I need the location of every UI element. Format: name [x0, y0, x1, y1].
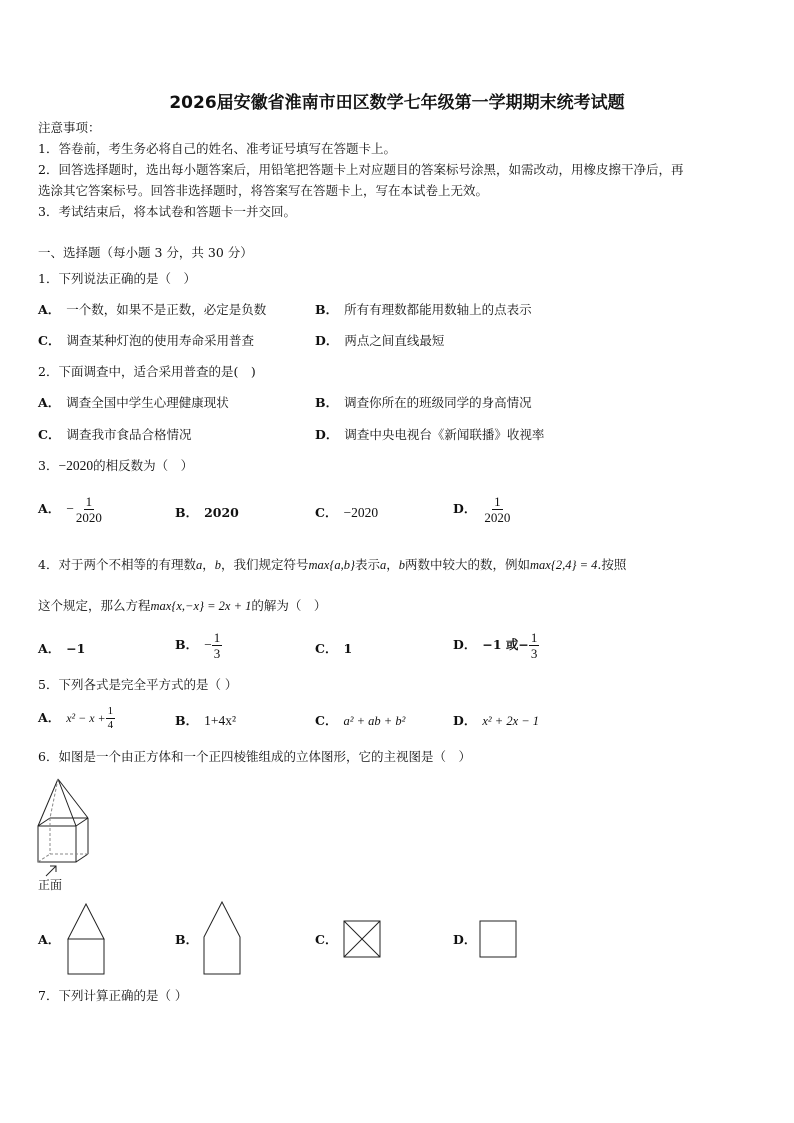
denominator: 3 — [530, 646, 538, 661]
numerator: 1 — [530, 630, 538, 645]
numerator: 1 — [85, 494, 93, 509]
numerator: 1 — [107, 705, 114, 717]
square-with-diagonals-option-c[interactable] — [343, 920, 381, 958]
q5-option-c[interactable] — [315, 713, 405, 729]
option-label: A． — [38, 641, 61, 656]
option-label: A． — [38, 710, 61, 725]
q6-stem: 6．如图是一个由正方体和一个正四棱锥组成的立体图形，它的主视图是（ ） — [38, 749, 471, 764]
option-text: 调查中央电视台《新闻联播》收视率 — [344, 427, 545, 442]
option-text: a² + ab + b² — [343, 714, 406, 728]
fraction — [212, 630, 223, 661]
option-label: D． — [315, 333, 339, 348]
option-text: 2020 — [204, 505, 239, 520]
front-arrow-icon — [44, 864, 58, 878]
option-text: 调查你所在的班级同学的身高情况 — [344, 395, 532, 410]
q1-option-b[interactable] — [315, 302, 532, 318]
q4-text: 两数中较大的数，例如 — [404, 557, 530, 572]
option-text: 1 — [343, 641, 353, 656]
option-label: B． — [175, 932, 199, 947]
denominator: 4 — [107, 719, 114, 731]
option-label: C． — [38, 333, 61, 348]
minus-sign: − — [204, 637, 212, 652]
var-b: b — [398, 558, 405, 572]
denominator: 3 — [213, 646, 221, 661]
option-label: D． — [453, 637, 477, 652]
option-label: C． — [315, 505, 338, 520]
q5-stem: 5．下列各式是完全平方式的是（ ） — [38, 677, 238, 692]
option-label: A． — [38, 932, 61, 947]
var-a: a — [195, 558, 203, 572]
option-label: B． — [315, 395, 339, 410]
q4-stem-line1 — [38, 557, 626, 573]
var-a: a — [379, 558, 387, 572]
option-label: B． — [175, 505, 199, 520]
max-example: max{2,4} = 4 — [530, 558, 598, 572]
q3-option-b[interactable] — [175, 505, 239, 521]
q1-option-d[interactable] — [315, 333, 444, 349]
q4-stem-line2 — [38, 598, 326, 614]
q2-option-d[interactable] — [315, 427, 544, 443]
q7-stem: 7．下列计算正确的是（ ） — [38, 988, 188, 1003]
option-text: −1 或− — [482, 637, 529, 652]
option-text: 1+4x² — [204, 713, 236, 728]
q4-option-d[interactable] — [453, 630, 539, 661]
option-text: x² + 2x − 1 — [482, 714, 540, 728]
option-label: A． — [38, 302, 61, 317]
option-label: C． — [315, 641, 338, 656]
q4-option-c[interactable] — [315, 641, 352, 657]
q6-option-d-label[interactable] — [453, 932, 482, 948]
notice-item-3: 3．考试结束后，将本试卷和答题卡一并交回。 — [38, 204, 296, 219]
option-text: 调查全国中学生心理健康现状 — [66, 395, 229, 410]
option-label: C． — [315, 932, 338, 947]
q4-text: 的解为（ ） — [251, 598, 327, 613]
option-text: −1 — [66, 641, 86, 656]
q6-option-c-label[interactable] — [315, 932, 343, 948]
max-ab: max{a,b} — [308, 558, 355, 572]
q2-option-a[interactable] — [38, 395, 229, 411]
option-text: x² − x + — [66, 711, 106, 725]
q4-option-a[interactable] — [38, 641, 85, 657]
option-text: 调查我市食品合格情况 — [66, 427, 192, 442]
q4-option-b[interactable] — [175, 630, 222, 661]
option-label: D． — [315, 427, 339, 442]
numerator: 1 — [494, 494, 501, 509]
numerator: 1 — [213, 630, 221, 645]
q6-option-a-label[interactable] — [38, 932, 66, 948]
option-text: 一个数，如果不是正数，必定是负数 — [66, 302, 267, 317]
option-label: D． — [453, 501, 477, 516]
section-heading: 一、选择题（每小题 3 分，共 30 分） — [38, 245, 253, 260]
q5-option-d[interactable] — [453, 713, 539, 729]
fraction — [482, 494, 512, 525]
square-option-d[interactable] — [479, 920, 517, 958]
q2-stem: 2．下面调查中，适合采用普查的是( ) — [38, 364, 256, 379]
option-text: 所有有理数都能用数轴上的点表示 — [344, 302, 532, 317]
q6-option-b-label[interactable] — [175, 932, 204, 948]
fraction — [74, 494, 104, 525]
var-b: b — [214, 558, 221, 572]
notice-item-2: 2．回答选择题时，选出每小题答案后，用铅笔把答题卡上对应题目的答案标号涂黑，如需改动，用橡皮擦干净后，再 — [38, 162, 684, 177]
pentagon-shape-option-b[interactable] — [202, 901, 242, 975]
option-label: B． — [175, 637, 199, 652]
q4-text: 这个规定，那么方程 — [38, 598, 151, 613]
notice-item-2-cont: 选涂其它答案标号。回答非选择题时，将答案写在答题卡上，写在本试卷上无效。 — [38, 183, 489, 198]
q1-option-a[interactable] — [38, 302, 266, 318]
option-label: B． — [175, 713, 199, 728]
comma: ， — [386, 557, 399, 572]
q3-option-c[interactable] — [315, 505, 378, 521]
option-label: D． — [453, 932, 477, 947]
q2-option-c[interactable] — [38, 427, 191, 443]
q3-number: 3． — [38, 458, 59, 473]
q2-option-b[interactable] — [315, 395, 532, 411]
option-label: C． — [315, 713, 338, 728]
minus-sign: − — [66, 501, 74, 516]
fraction — [106, 705, 116, 732]
option-label: B． — [315, 302, 339, 317]
denominator: 2020 — [484, 510, 511, 525]
solid-figure — [36, 776, 92, 870]
q3-option-d[interactable] — [453, 494, 512, 525]
house-shape-option-a[interactable] — [66, 903, 106, 975]
option-label: A． — [38, 501, 61, 516]
fraction — [529, 630, 540, 661]
notice-item-1: 1．答卷前，考生务必将自己的姓名、准考证号填写在答题卡上。 — [38, 141, 396, 156]
denominator: 2020 — [75, 510, 102, 525]
exam-title: 2026届安徽省淮南市田区数学七年级第一学期期末统考试题 — [169, 93, 625, 113]
q5-option-a[interactable] — [38, 705, 115, 732]
q1-option-c[interactable] — [38, 333, 254, 349]
q3-option-a[interactable] — [38, 494, 104, 525]
front-label: 正面 — [38, 878, 63, 892]
comma: ， — [202, 557, 215, 572]
q5-option-b[interactable] — [175, 713, 236, 729]
option-text: 调查某种灯泡的使用寿命采用普查 — [66, 333, 254, 348]
option-label: D． — [453, 713, 477, 728]
option-text: 两点之间直线最短 — [344, 333, 445, 348]
q4-text: 4．对于两个不相等的有理数 — [38, 557, 196, 572]
q3-stem-text: 的相反数为（ ） — [93, 458, 194, 473]
option-label: A． — [38, 395, 61, 410]
option-label: C． — [38, 427, 61, 442]
q4-text: 表示 — [354, 557, 380, 572]
q4-text: .按照 — [597, 557, 627, 572]
q1-stem: 1．下列说法正确的是（ ） — [38, 271, 196, 286]
q3-stem — [38, 458, 193, 474]
q4-text: ，我们规定符号 — [220, 557, 309, 572]
equation: max{x,−x} = 2x + 1 — [150, 599, 252, 613]
notice-heading: 注意事项： — [38, 120, 101, 135]
option-text: −2020 — [343, 505, 379, 520]
q3-value: −2020 — [58, 458, 94, 473]
